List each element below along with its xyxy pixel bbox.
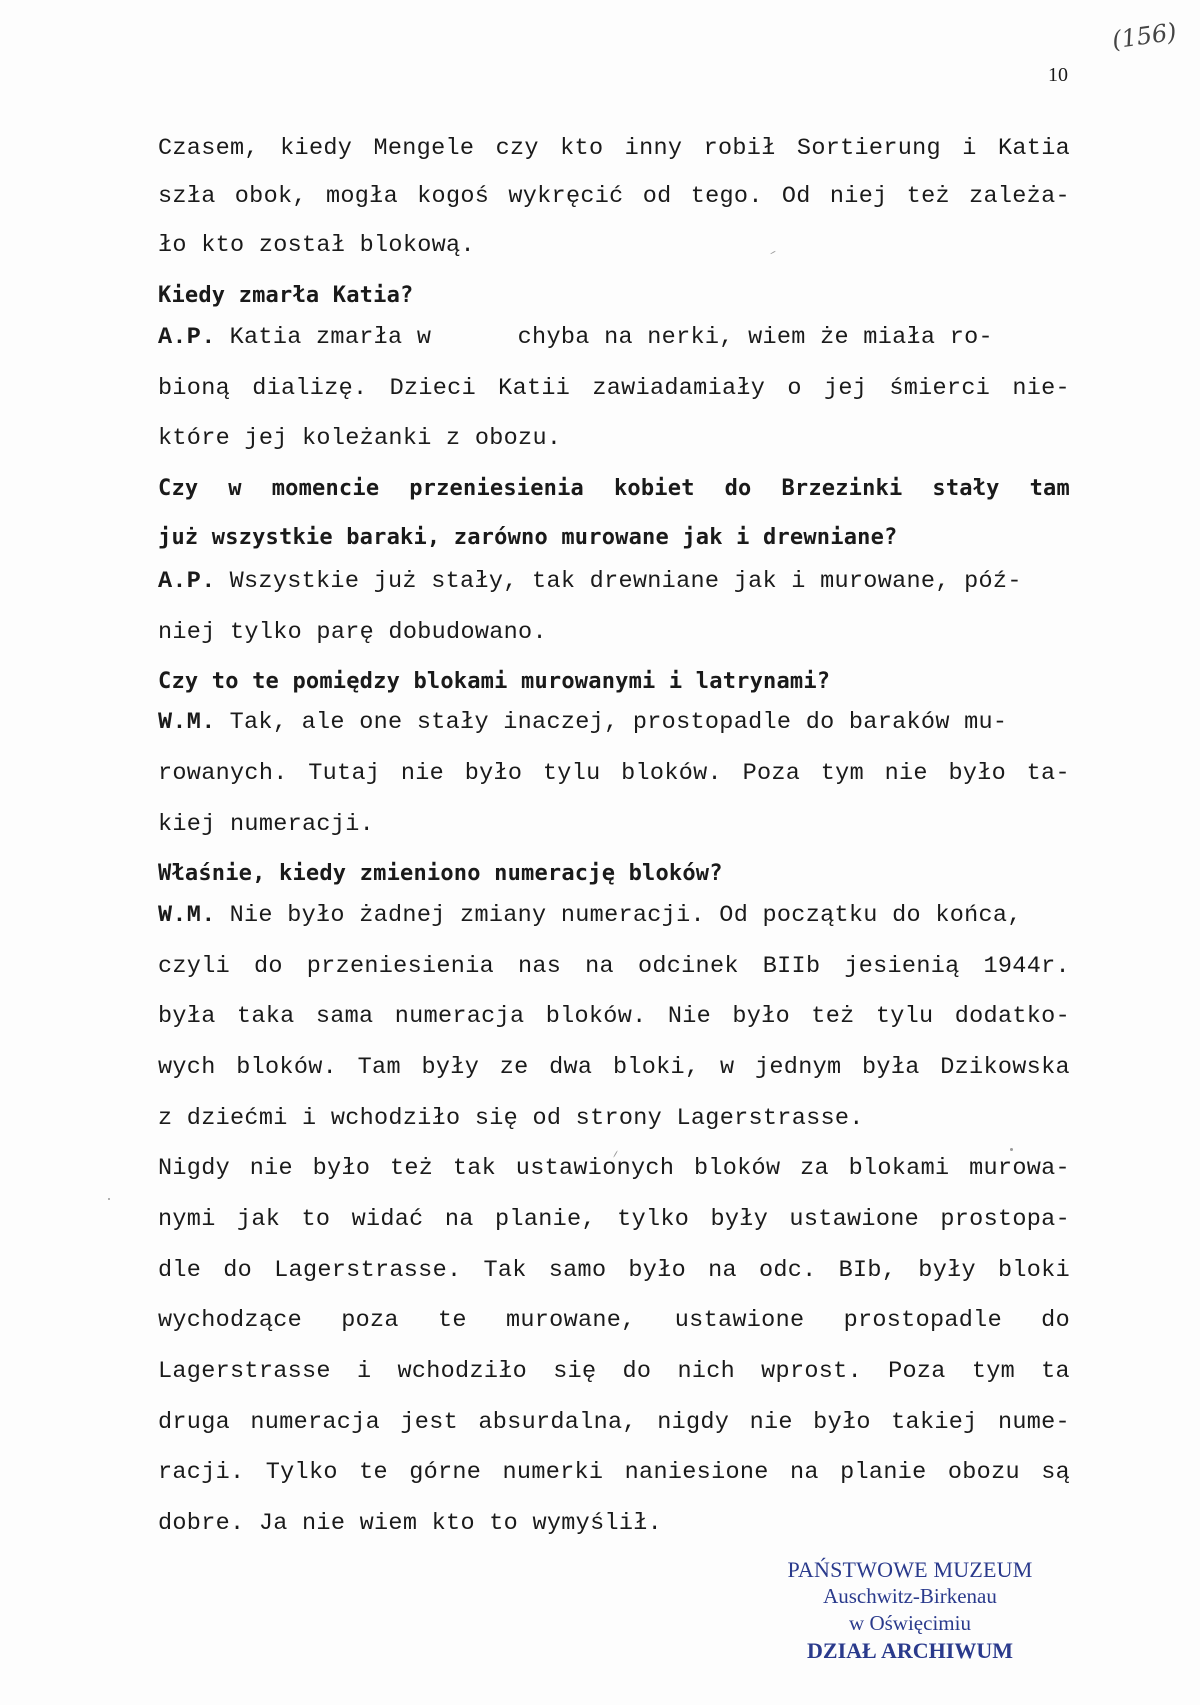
word: ustawione (674, 1307, 805, 1334)
word: te (437, 1307, 467, 1334)
stamp-line-department: DZIAŁ ARCHIWUM (807, 1638, 1013, 1663)
line-text (158, 135, 1070, 165)
word: kiedy (280, 135, 353, 162)
word: mogła (325, 183, 398, 210)
word: ta- (1026, 760, 1070, 787)
word: numeracja (394, 1003, 525, 1030)
stamp-line-city: w Oświęcimiu (849, 1611, 971, 1635)
text-line: ło kto został blokową. (158, 232, 475, 259)
line-text (158, 1358, 1070, 1388)
word: do (253, 953, 283, 980)
word: jak (236, 1206, 281, 1233)
answer-text: Tak, ale one stały inaczej, prostopadle do baraków mu- (229, 709, 1008, 736)
line-text (158, 1307, 1070, 1337)
word: śmierci (889, 375, 991, 402)
text-line (158, 1257, 1070, 1287)
word: nigdy (657, 1409, 730, 1436)
word: górne (409, 1459, 482, 1486)
word: niej (829, 183, 888, 210)
word: na (790, 1459, 819, 1486)
word: murowane, (505, 1307, 636, 1334)
word: było (628, 1257, 687, 1284)
word: jej (823, 375, 868, 402)
word: bloki, (612, 1054, 700, 1081)
word: naniesione (624, 1459, 769, 1486)
word: przeniesienia (306, 953, 494, 980)
word: ze (499, 1054, 529, 1081)
word: odc. (758, 1257, 817, 1284)
word: Dzikowska (940, 1054, 1070, 1081)
word: momencie (271, 476, 380, 501)
text-line (158, 1054, 1070, 1084)
text-line (158, 1459, 1070, 1489)
answer-text: Wszystkie już stały, tak drewniane jak i murowane, póź- (229, 568, 1022, 595)
question-line: Właśnie, kiedy zmieniono numerację bloków? (158, 861, 723, 886)
word: przeniesienia (409, 476, 585, 501)
word: numerki (502, 1459, 604, 1486)
word: poza (341, 1307, 399, 1334)
word: numeracja (250, 1409, 381, 1436)
word: się (553, 1358, 597, 1385)
text-line (158, 375, 1070, 405)
word: w (228, 476, 242, 501)
word: bloków. (621, 760, 722, 787)
word: planie, (495, 1206, 596, 1233)
word: dializę. (252, 375, 368, 402)
word: Tutaj (308, 760, 381, 787)
word: jesienią (844, 953, 960, 980)
question-line: Czy to te pomiędzy blokami murowanymi i latrynami? (158, 669, 831, 694)
line-text (158, 183, 1070, 213)
word: 1944r. (983, 953, 1070, 980)
word: zawiadamiały (592, 375, 766, 402)
stamp-line-museum: PAŃSTWOWE MUZEUM (787, 1557, 1033, 1582)
text-line: kiej numeracji. (158, 811, 375, 838)
word: Lagerstrasse (158, 1358, 331, 1385)
text-line: które jej koleżanki z obozu. (158, 425, 562, 452)
speaker-initials: A.P. (158, 324, 216, 351)
archive-stamp (750, 1556, 1070, 1664)
text-line (158, 1206, 1070, 1236)
word: były (918, 1257, 976, 1284)
word: Katii (498, 375, 571, 402)
word: też (389, 1155, 434, 1182)
line-text (158, 1257, 1070, 1287)
word: szła (158, 183, 216, 210)
word: druga (158, 1409, 231, 1436)
word: są (1041, 1459, 1070, 1486)
word: bioną (158, 375, 231, 402)
word: Tam (357, 1054, 401, 1081)
word: wych (158, 1054, 216, 1081)
word: nie (249, 1155, 293, 1182)
text-line (158, 1358, 1070, 1388)
word: te (359, 1459, 388, 1486)
handwritten-archive-number: (156) (1110, 17, 1179, 55)
word: Poza (888, 1358, 946, 1385)
speaker-initials: W.M. (158, 709, 216, 736)
word: nich (677, 1358, 736, 1385)
word: kobiet (613, 476, 695, 501)
text-line (158, 135, 1070, 165)
word: obok, (234, 183, 307, 210)
word: tego. (690, 183, 763, 210)
page-number: 10 (1048, 64, 1068, 86)
answer-line (158, 709, 1070, 739)
word: czy (495, 135, 539, 162)
line-text (158, 1409, 1070, 1439)
word: nie (884, 760, 928, 787)
word: dwa (549, 1054, 593, 1081)
line-text (158, 1155, 1070, 1185)
word: Sortierung (796, 135, 941, 162)
word: Lagerstrasse. (274, 1257, 462, 1284)
word: wychodzące (158, 1307, 303, 1334)
word: Brzezinki (781, 476, 903, 501)
question-line: Kiedy zmarła Katia? (158, 283, 414, 308)
word: samo (548, 1257, 607, 1284)
word: też (906, 183, 950, 210)
word: takiej (891, 1409, 978, 1436)
word: zależa- (969, 183, 1070, 210)
word: prostopa- (940, 1206, 1070, 1233)
word: dle (158, 1257, 202, 1284)
word: Nie (667, 1003, 712, 1030)
word: bloków. (236, 1054, 338, 1081)
word: tylu (542, 760, 601, 787)
word: było (813, 1409, 871, 1436)
word: do (223, 1257, 253, 1284)
word: było (464, 760, 523, 787)
word: Katia (997, 135, 1070, 162)
word: do (724, 476, 752, 501)
word: tak (452, 1155, 497, 1182)
answer-line (158, 902, 1070, 932)
word: też (811, 1003, 855, 1030)
text-line: dobre. Ja nie wiem kto to wymyślił. (158, 1510, 663, 1537)
word: na (444, 1206, 474, 1233)
word: bloków. (545, 1003, 647, 1030)
line-text (158, 760, 1070, 790)
word: i (356, 1358, 372, 1385)
word: za (800, 1155, 829, 1182)
word: stały (932, 476, 1000, 501)
text-line (158, 183, 1070, 213)
word: jest (400, 1409, 458, 1436)
word: Tak (483, 1257, 527, 1284)
word: sama (315, 1003, 374, 1030)
answer-text: Nie było żadnej zmiany numeracji. Od początku do końca, (229, 902, 1022, 929)
speaker-initials: A.P. (158, 568, 216, 595)
word: i (962, 135, 977, 162)
line-text (158, 1459, 1070, 1489)
word: do (1041, 1307, 1070, 1334)
word: Mengele (373, 135, 475, 162)
word: absurdalna, (478, 1409, 637, 1436)
word: na (585, 953, 614, 980)
word: inny (624, 135, 683, 162)
word: rowanych. (158, 760, 288, 787)
answer-line (158, 324, 1070, 354)
word: nume- (997, 1409, 1070, 1436)
word: nie (749, 1409, 793, 1436)
word: planie (840, 1459, 927, 1486)
text-line: z dziećmi i wchodziło się od strony Lagerstrasse. (158, 1105, 864, 1132)
text-line (158, 1409, 1070, 1439)
word: wchodziło (397, 1358, 528, 1385)
word: Od (781, 183, 811, 210)
line-text (158, 1206, 1070, 1236)
word: nie- (1012, 375, 1070, 402)
word: obozu (947, 1459, 1020, 1486)
word: Dzieci (389, 375, 476, 402)
word: ustawionych (515, 1155, 675, 1182)
word: ustawione (789, 1206, 920, 1233)
word: dodatko- (954, 1003, 1070, 1030)
word: bloki (997, 1257, 1070, 1284)
word: od (642, 183, 672, 210)
word: kogoś (417, 183, 490, 210)
text-line (158, 760, 1070, 790)
word: Czasem, (158, 135, 259, 162)
word: racji. (158, 1459, 245, 1486)
word: tym (820, 760, 864, 787)
word: Czy (158, 476, 199, 501)
word: tylko (617, 1206, 690, 1233)
word: ta (1041, 1358, 1070, 1385)
word: były (421, 1054, 480, 1081)
text-line (158, 953, 1070, 983)
line-text (158, 1003, 1070, 1033)
word: widać (351, 1206, 424, 1233)
word: prostopadle (843, 1307, 1002, 1334)
answer-line (158, 568, 1070, 598)
word: kto (560, 135, 604, 162)
speaker-initials: W.M. (158, 902, 216, 929)
word: była (158, 1003, 216, 1030)
word: o (787, 375, 802, 402)
word: robił (703, 135, 776, 162)
word: czyli (158, 953, 231, 980)
line-text (158, 1054, 1070, 1084)
word: nie (400, 760, 445, 787)
word: tylu (875, 1003, 934, 1030)
archive-number-value: 156 (1119, 18, 1169, 54)
word: taka (236, 1003, 295, 1030)
word: było (732, 1003, 790, 1030)
word: w (719, 1054, 735, 1081)
word: Nigdy (158, 1155, 231, 1182)
word: wykręcić (508, 183, 624, 210)
word: tym (971, 1358, 1016, 1385)
line-text (158, 953, 1070, 983)
word: tam (1029, 476, 1070, 501)
word: Poza (742, 760, 801, 787)
word: wprost. (761, 1358, 862, 1385)
text-line (158, 1003, 1070, 1033)
text-line (158, 1155, 1070, 1185)
word: było (948, 760, 1007, 787)
word: to (301, 1206, 331, 1233)
word: bloków (693, 1155, 781, 1182)
line-text (158, 375, 1070, 405)
word: nas (517, 953, 562, 980)
question-line: już wszystkie baraki, zarówno murowane jak i drewniane? (158, 525, 898, 550)
scan-speck (1010, 1148, 1013, 1151)
word: na (708, 1257, 737, 1284)
question-line (158, 476, 1070, 506)
word: do (622, 1358, 652, 1385)
text-line: niej tylko parę dobudowano. (158, 619, 547, 646)
word: blokami (848, 1155, 950, 1182)
word: była (862, 1054, 920, 1081)
stamp-line-location: Auschwitz-Birkenau (823, 1584, 997, 1608)
word: Tylko (265, 1459, 338, 1486)
word: były (710, 1206, 769, 1233)
word: BIIb (762, 953, 821, 980)
word: nymi (158, 1206, 216, 1233)
word: odcinek (637, 953, 739, 980)
text-line (158, 1307, 1070, 1337)
word: murowa- (969, 1155, 1070, 1182)
word: BIb, (838, 1257, 897, 1284)
word: jednym (755, 1054, 842, 1081)
line-text (158, 476, 1070, 506)
word: było (312, 1155, 371, 1182)
answer-text: Katia zmarła w chyba na nerki, wiem że miała ro- (229, 324, 993, 351)
scan-speck (108, 1198, 110, 1200)
